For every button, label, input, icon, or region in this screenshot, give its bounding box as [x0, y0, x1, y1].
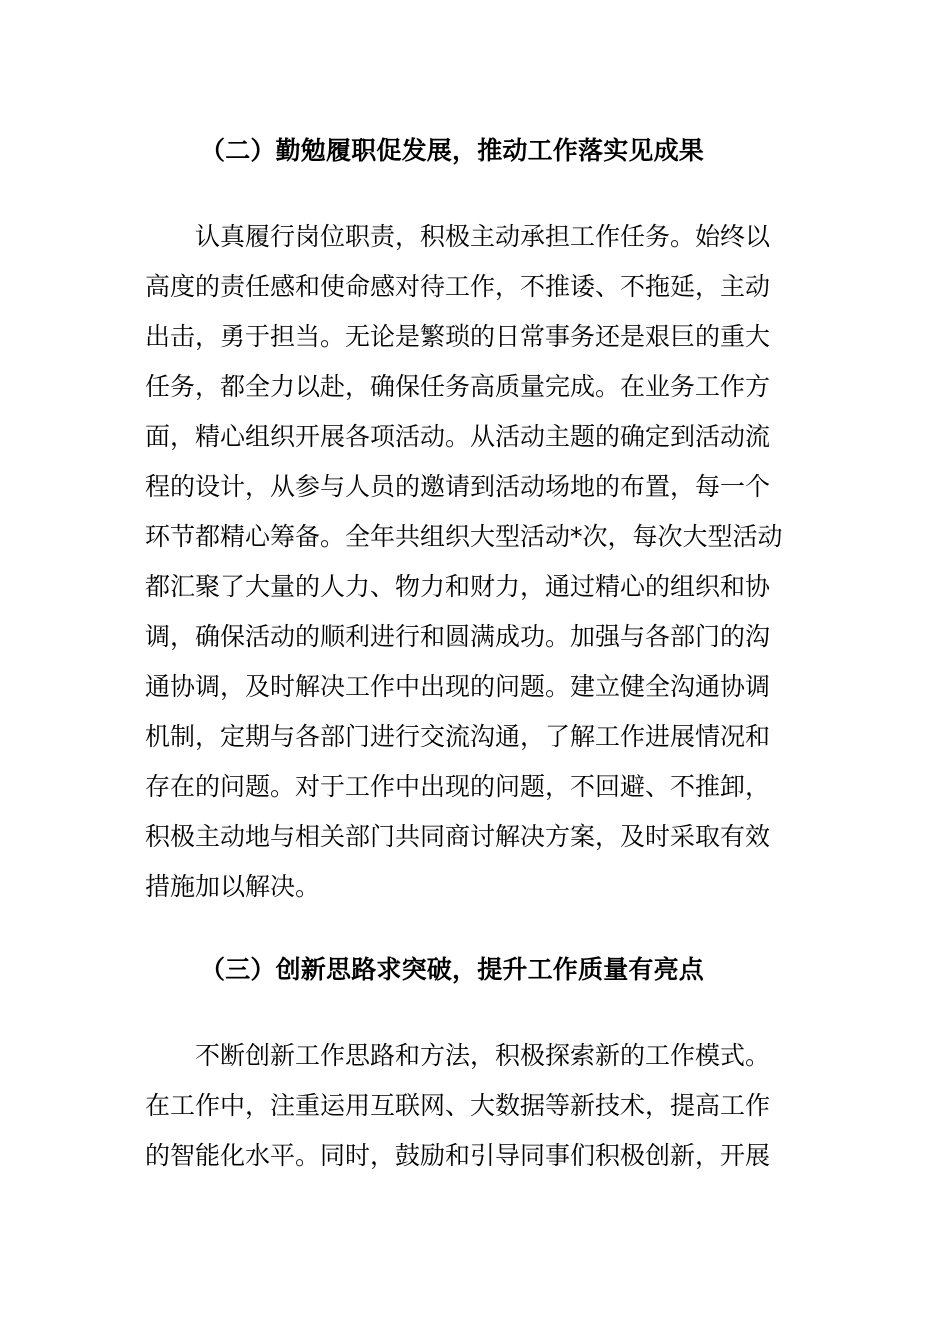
- paragraph-line: 任务，都全力以赴，确保任务高质量完成。在业务工作方: [145, 372, 771, 401]
- paragraph-line: 措施加以解决。: [145, 872, 321, 901]
- paragraph-line: 存在的问题。对于工作中出现的问题，不回避、不推卸，: [145, 772, 771, 801]
- paragraph-line: 都汇聚了大量的人力、物力和财力，通过精心的组织和协: [145, 572, 771, 601]
- paragraph-line: 通协调，及时解决工作中出现的问题。建立健全沟通协调: [145, 672, 771, 701]
- paragraph-line: 不断创新工作思路和方法，积极探索新的工作模式。: [195, 1041, 771, 1070]
- paragraph-line: 调，确保活动的顺利进行和圆满成功。加强与各部门的沟: [145, 622, 771, 651]
- paragraph-line: 在工作中，注重运用互联网、大数据等新技术，提高工作: [145, 1091, 771, 1120]
- paragraph-line: 面，精心组织开展各项活动。从活动主题的确定到活动流: [145, 422, 771, 451]
- paragraph-line: 积极主动地与相关部门共同商讨解决方案，及时采取有效: [145, 822, 771, 851]
- paragraph-line: 高度的责任感和使命感对待工作，不推诿、不拖延，主动: [145, 272, 771, 301]
- section-2-heading: （二）勤勉履职促发展，推动工作落实见成果: [200, 136, 705, 165]
- paragraph-line: 认真履行岗位职责，积极主动承担工作任务。始终以: [195, 222, 771, 251]
- paragraph-line: 的智能化水平。同时，鼓励和引导同事们积极创新，开展: [145, 1141, 771, 1170]
- paragraph-line: 程的设计，从参与人员的邀请到活动场地的布置，每一个: [145, 472, 771, 501]
- paragraph-line: 机制，定期与各部门进行交流沟通，了解工作进展情况和: [145, 722, 771, 751]
- paragraph-line: 出击，勇于担当。无论是繁琐的日常事务还是艰巨的重大: [145, 322, 771, 351]
- paragraph-line: 环节都精心筹备。全年共组织大型活动*次，每次大型活动: [145, 522, 783, 551]
- section-3-heading: （三）创新思路求突破，提升工作质量有亮点: [200, 955, 705, 984]
